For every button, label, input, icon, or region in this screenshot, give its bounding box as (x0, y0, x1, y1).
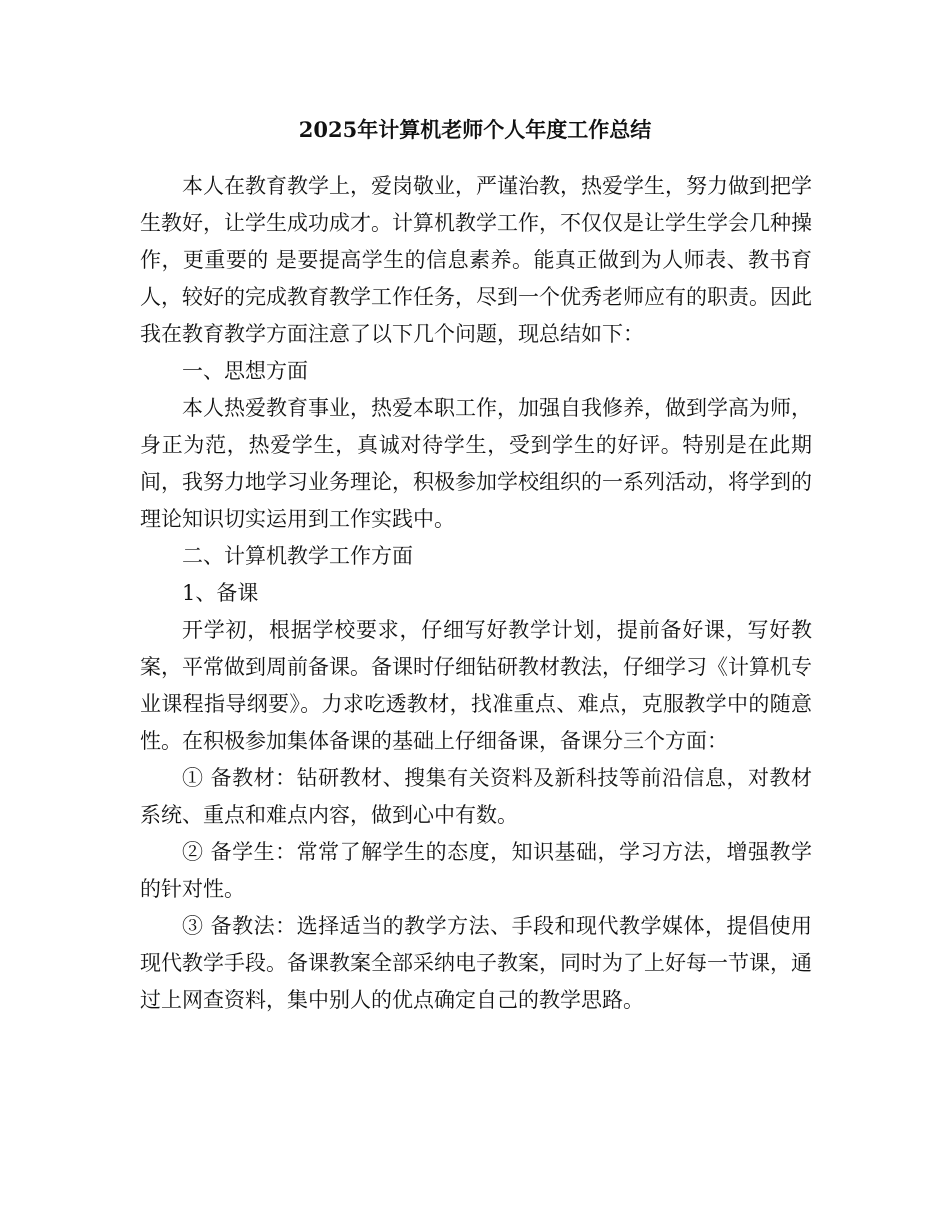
list-item-materials: ① 备教材：钻研教材、搜集有关资料及新科技等前沿信息，对教材系统、重点和难点内容，做到心中有数。 (140, 766, 812, 827)
list-item-methods: ③ 备教法：选择适当的教学方法、手段和现代教学媒体，提倡使用现代教学手段。备课教案全部采纳电子教案，同时为了上好每一节课，通过上网查资料，集中别人的优点确定自己的教学思路。 (140, 914, 812, 1012)
document-body (140, 168, 812, 1019)
paragraph-intro: 本人在教育教学上，爱岗敬业，严谨治教，热爱学生，努力做到把学生教好，让学生成功成才。计算机教学工作，不仅仅是让学生学会几种操作，更重要的 是要提高学生的信息素养。能真正做到为人师表、教书育人，较好的完成教育教学工作任务，尽到一个优秀老师应有的职责。因此我在教育教学方面注意了以下几个问题，现总结如下： (140, 174, 812, 346)
page-title: 2025年计算机老师个人年度工作总结 (298, 117, 652, 142)
paragraph-ideology: 本人热爱教育事业，热爱本职工作，加强自我修养，做到学高为师，身正为范，热爱学生，真诚对待学生，受到学生的好评。特别是在此期间，我努力地学习业务理论，积极参加学校组织的一系列活动，将学到的理论知识切实运用到工作实践中。 (140, 396, 812, 531)
list-item-students: ② 备学生：常常了解学生的态度，知识基础，学习方法，增强教学的针对性。 (140, 840, 812, 901)
subsection-heading-lesson-prep: 1、备课 (182, 581, 259, 605)
section-heading-teaching: 二、计算机教学工作方面 (182, 544, 413, 568)
paragraph-lesson-prep: 开学初，根据学校要求，仔细写好教学计划，提前备好课，写好教案，平常做到周前备课。备课时仔细钻研教材教法，仔细学习《计算机专业课程指导纲要》。力求吃透教材，找准重点、难点，克服教学中的随意性。在积极参加集体备课的基础上仔细备课，备课分三个方面： (140, 618, 812, 753)
section-heading-ideology: 一、思想方面 (182, 359, 308, 383)
